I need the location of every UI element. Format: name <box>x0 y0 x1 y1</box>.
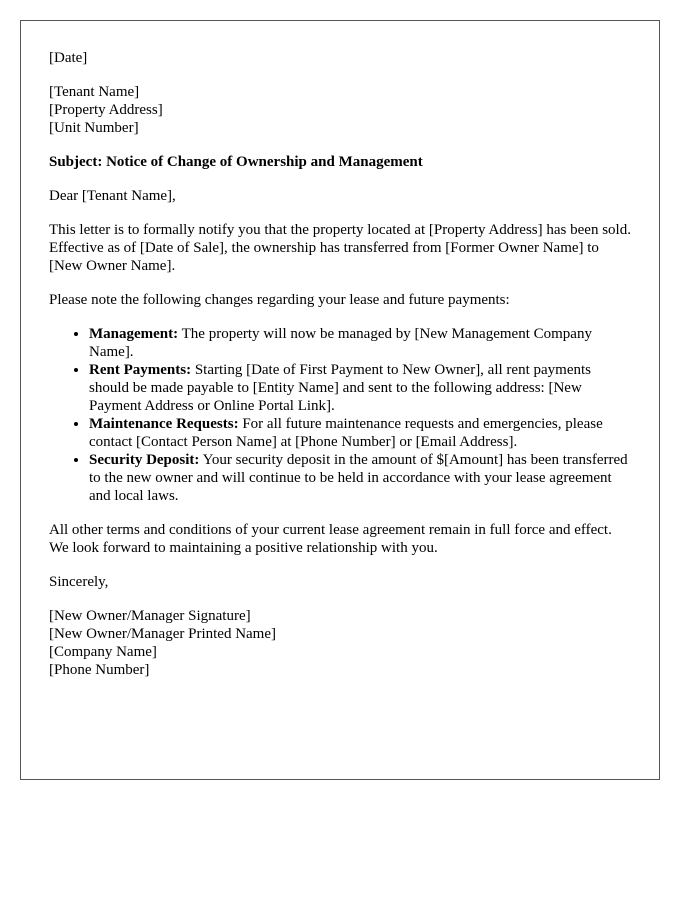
list-item-text: The property will now be managed by [New Management Company Name]. <box>89 326 592 360</box>
printed-name: [New Owner/Manager Printed Name] <box>49 626 276 642</box>
signature-line: [New Owner/Manager Signature] <box>49 608 251 624</box>
list-item-term: Security Deposit: <box>89 452 200 468</box>
changes-intro: Please note the following changes regarding your lease and future payments: <box>49 292 510 308</box>
list-item-rent-payments <box>89 361 634 415</box>
list-item-term: Management: <box>89 326 179 342</box>
recipient-unit-number: [Unit Number] <box>49 120 139 136</box>
signature-block <box>49 607 634 679</box>
list-item-text: Your security deposit in the amount of $[Amount] has been transferred to the new owner and will continue to be held in accordance with your lease agreement and local laws. <box>89 452 628 504</box>
letter-body <box>49 49 634 695</box>
letter-salutation: Dear [Tenant Name], <box>49 188 176 204</box>
letter-date: [Date] <box>49 50 88 66</box>
closing-paragraph: All other terms and conditions of your current lease agreement remain in full force and effect. We look forward to maintaining a positive relationship with you. <box>49 522 612 556</box>
list-item-management <box>89 325 634 361</box>
list-item-term: Rent Payments: <box>89 362 192 378</box>
letter-page <box>20 20 660 780</box>
letter-subject: Subject: Notice of Change of Ownership and Management <box>49 154 423 170</box>
company-name: [Company Name] <box>49 644 157 660</box>
phone-number: [Phone Number] <box>49 662 150 678</box>
letter-closing: Sincerely, <box>49 574 109 590</box>
list-item-text: For all future maintenance requests and emergencies, please contact [Contact Person Name] at [Phone Number] or [Email Address]. <box>89 416 603 450</box>
list-item-text: Starting [Date of First Payment to New Owner], all rent payments should be made payable to [Entity Name] and sent to the following address: [New Payment Address or Online Portal Link]. <box>89 362 591 414</box>
recipient-property-address: [Property Address] <box>49 102 163 118</box>
list-item-term: Maintenance Requests: <box>89 416 239 432</box>
recipient-block <box>49 83 634 137</box>
list-item-security-deposit <box>89 451 634 505</box>
changes-list <box>49 325 634 505</box>
list-item-maintenance-requests <box>89 415 634 451</box>
letter-intro-paragraph: This letter is to formally notify you that the property located at [Property Address] has been sold. Effective as of [Date of Sale], the ownership has transferred from [Former Owner Name] to [New Owner Name]. <box>49 222 631 274</box>
recipient-tenant-name: [Tenant Name] <box>49 84 140 100</box>
